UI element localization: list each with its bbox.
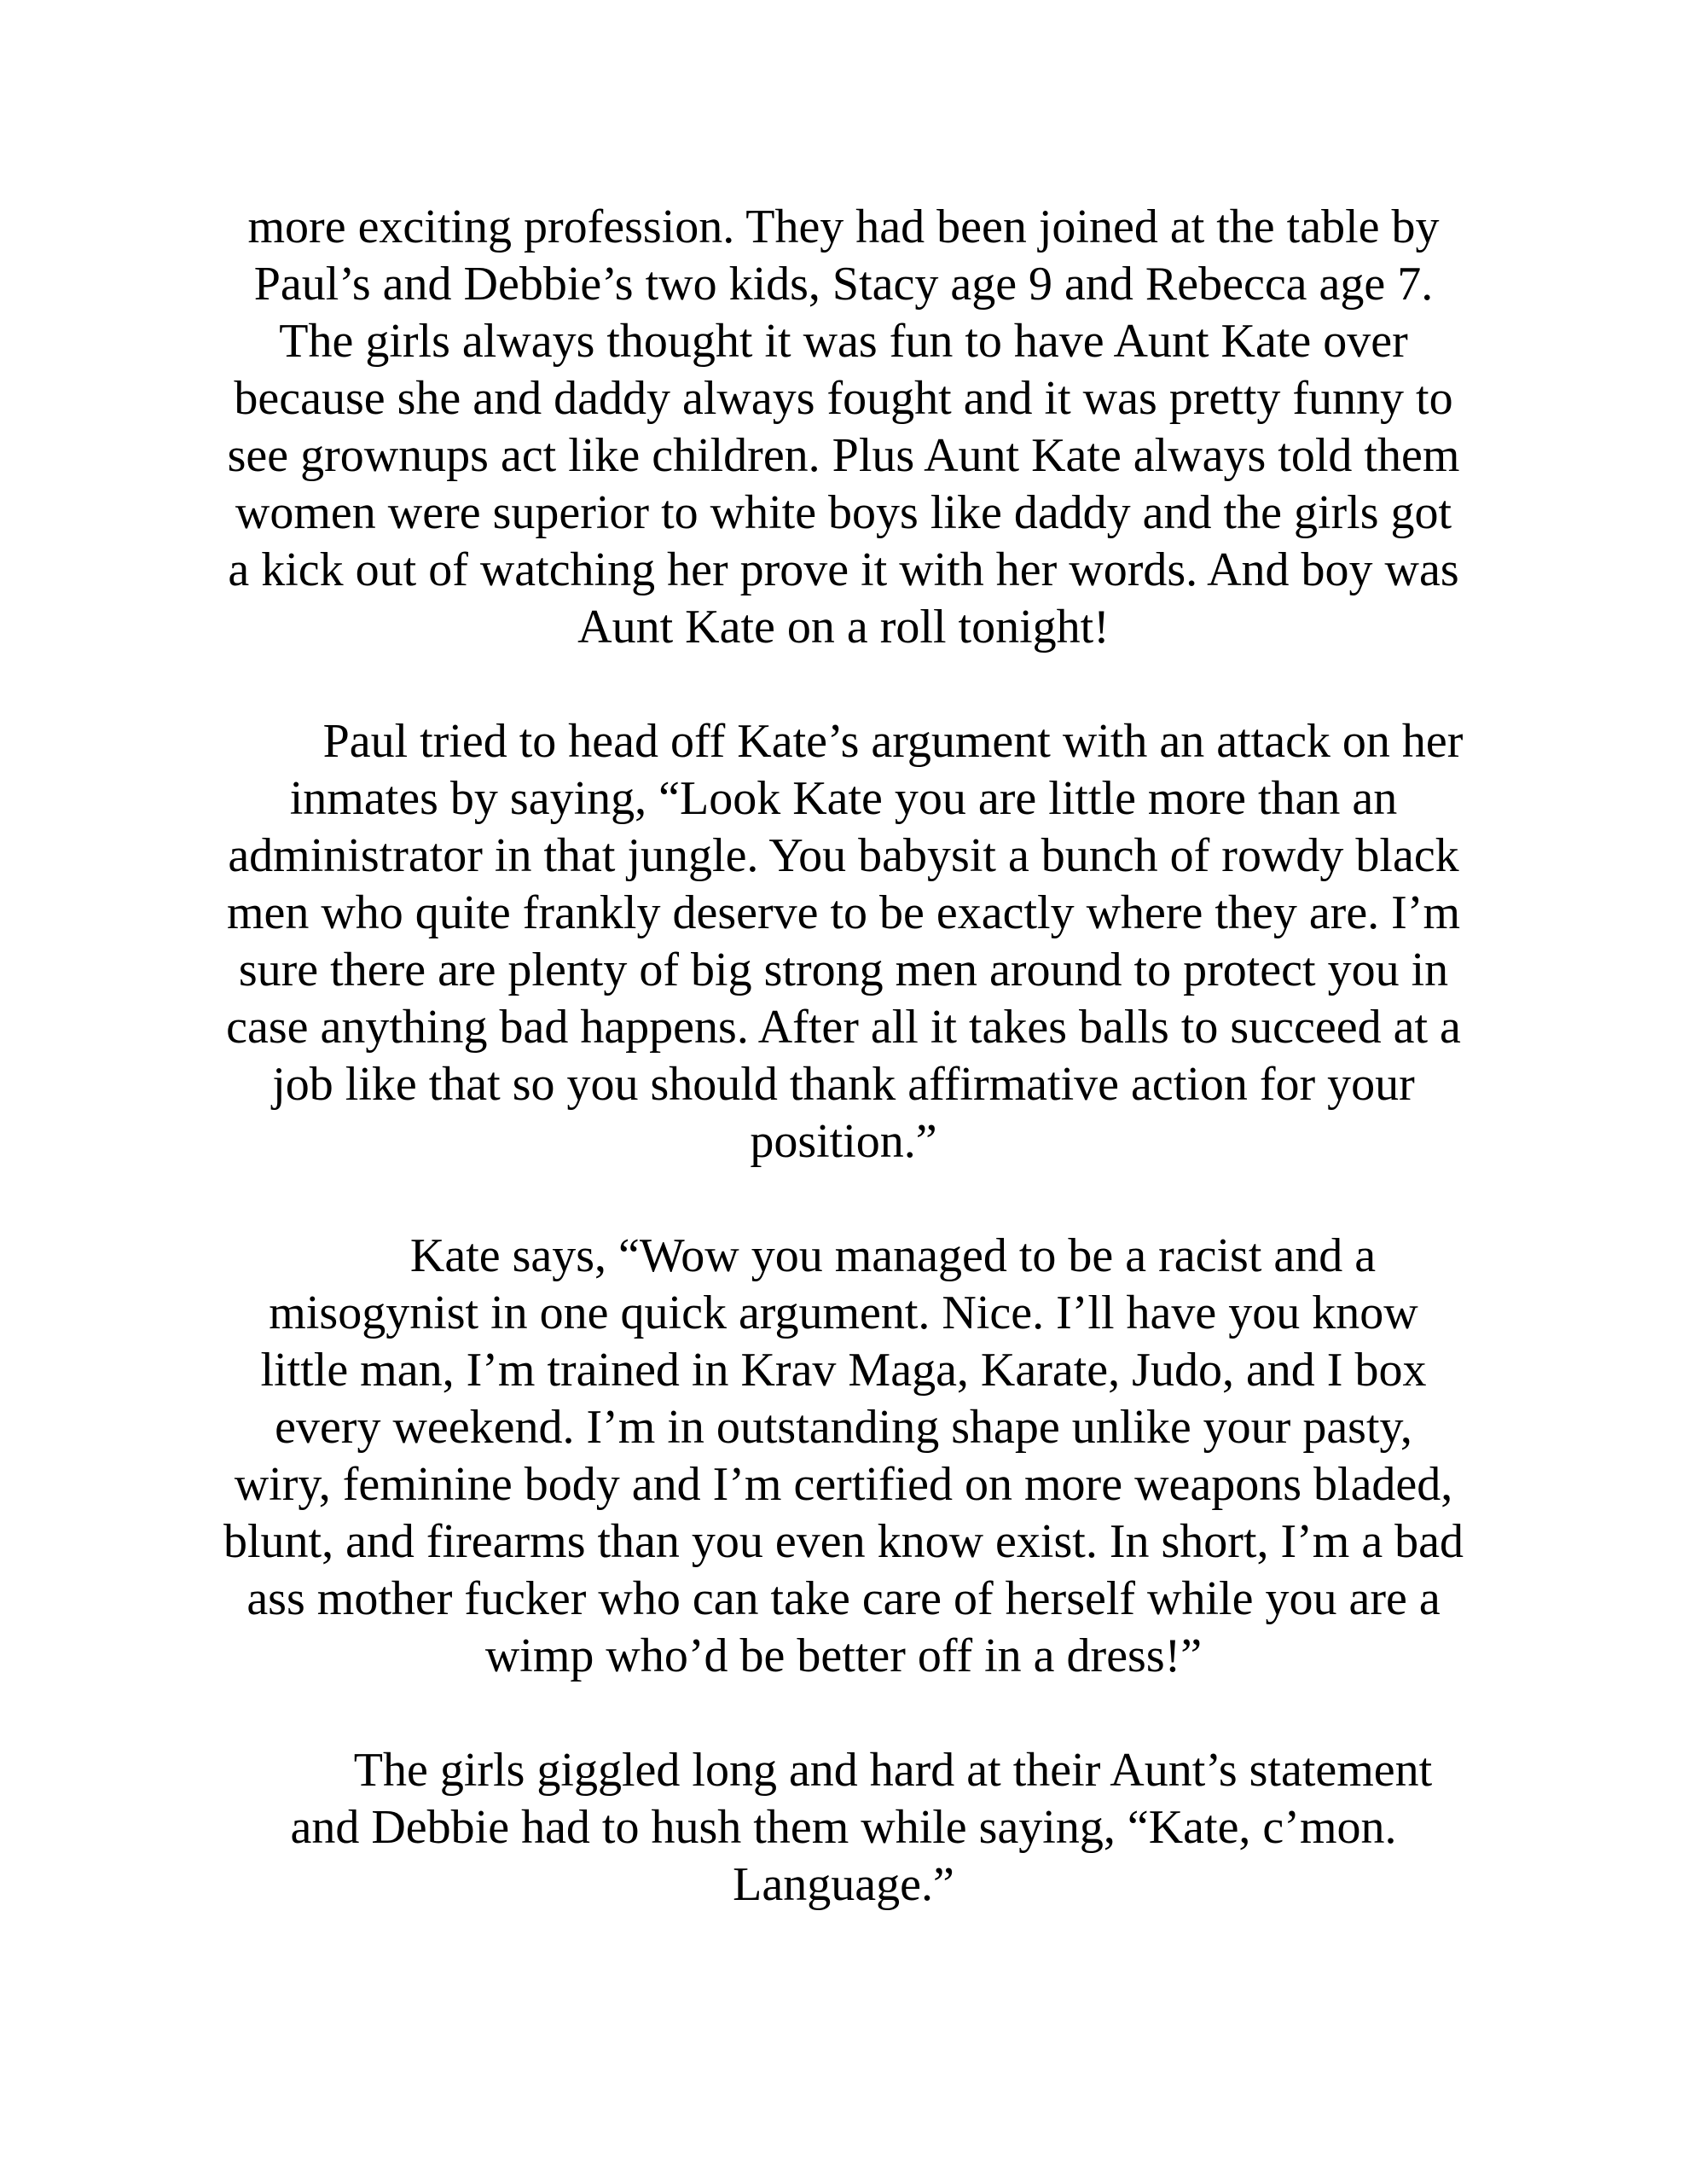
- text-line: men who quite frankly deserve to be exactly where they are. I’m: [226, 886, 1461, 939]
- text-line: every weekend. I’m in outstanding shape unlike your pasty,: [275, 1401, 1412, 1454]
- text-line: blunt, and firearms than you even know exist. In short, I’m a bad: [223, 1515, 1464, 1568]
- text-line: case anything bad happens. After all it takes balls to succeed at a: [226, 1001, 1461, 1054]
- text-line: sure there are plenty of big strong men around to protect you in: [238, 944, 1449, 996]
- text-line: ass mother fucker who can take care of herself while you are a: [246, 1572, 1441, 1625]
- text-line: position.”: [750, 1115, 937, 1168]
- paragraph: [199, 713, 1488, 1170]
- text-line: Language.”: [733, 1858, 954, 1911]
- text-line: a kick out of watching her prove it with her words. And boy was: [228, 543, 1459, 596]
- text-line: little man, I’m trained in Krav Maga, Karate, Judo, and I box: [260, 1344, 1427, 1397]
- text-line: more exciting profession. They had been joined at the table by: [247, 200, 1440, 253]
- text-line: wiry, feminine body and I’m certified on more weapons bladed,: [234, 1458, 1453, 1511]
- text-line: and Debbie had to hush them while saying, “Kate, c’mon.: [290, 1801, 1397, 1854]
- text-line: misogynist in one quick argument. Nice. I’ll have you know: [269, 1287, 1418, 1339]
- paragraph: [199, 199, 1488, 656]
- text-line: job like that so you should thank affirmative action for your: [272, 1058, 1415, 1111]
- text-line: administrator in that jungle. You babysit a bunch of rowdy black: [228, 829, 1459, 882]
- text-line: because she and daddy always fought and it was pretty funny to: [234, 372, 1453, 425]
- text-line: inmates by saying, “Look Kate you are little more than an: [289, 772, 1398, 825]
- text-line: The girls always thought it was fun to have Aunt Kate over: [279, 315, 1408, 368]
- text-line: see grownups act like children. Plus Aunt Kate always told them: [227, 429, 1460, 482]
- text-line: Paul’s and Debbie’s two kids, Stacy age 9 and Rebecca age 7.: [253, 258, 1434, 311]
- text-line: Kate says, “Wow you managed to be a racist and a: [409, 1229, 1377, 1282]
- text-line: The girls giggled long and hard at their Aunt’s statement: [353, 1744, 1433, 1797]
- paragraph: [199, 1228, 1488, 1685]
- text-line: Paul tried to head off Kate’s argument with an attack on her: [322, 715, 1464, 768]
- paragraph: [199, 1742, 1488, 1914]
- text-line: wimp who’d be better off in a dress!”: [484, 1629, 1203, 1682]
- text-line: women were superior to white boys like daddy and the girls got: [235, 486, 1452, 539]
- text-line: Aunt Kate on a roll tonight!: [577, 601, 1110, 653]
